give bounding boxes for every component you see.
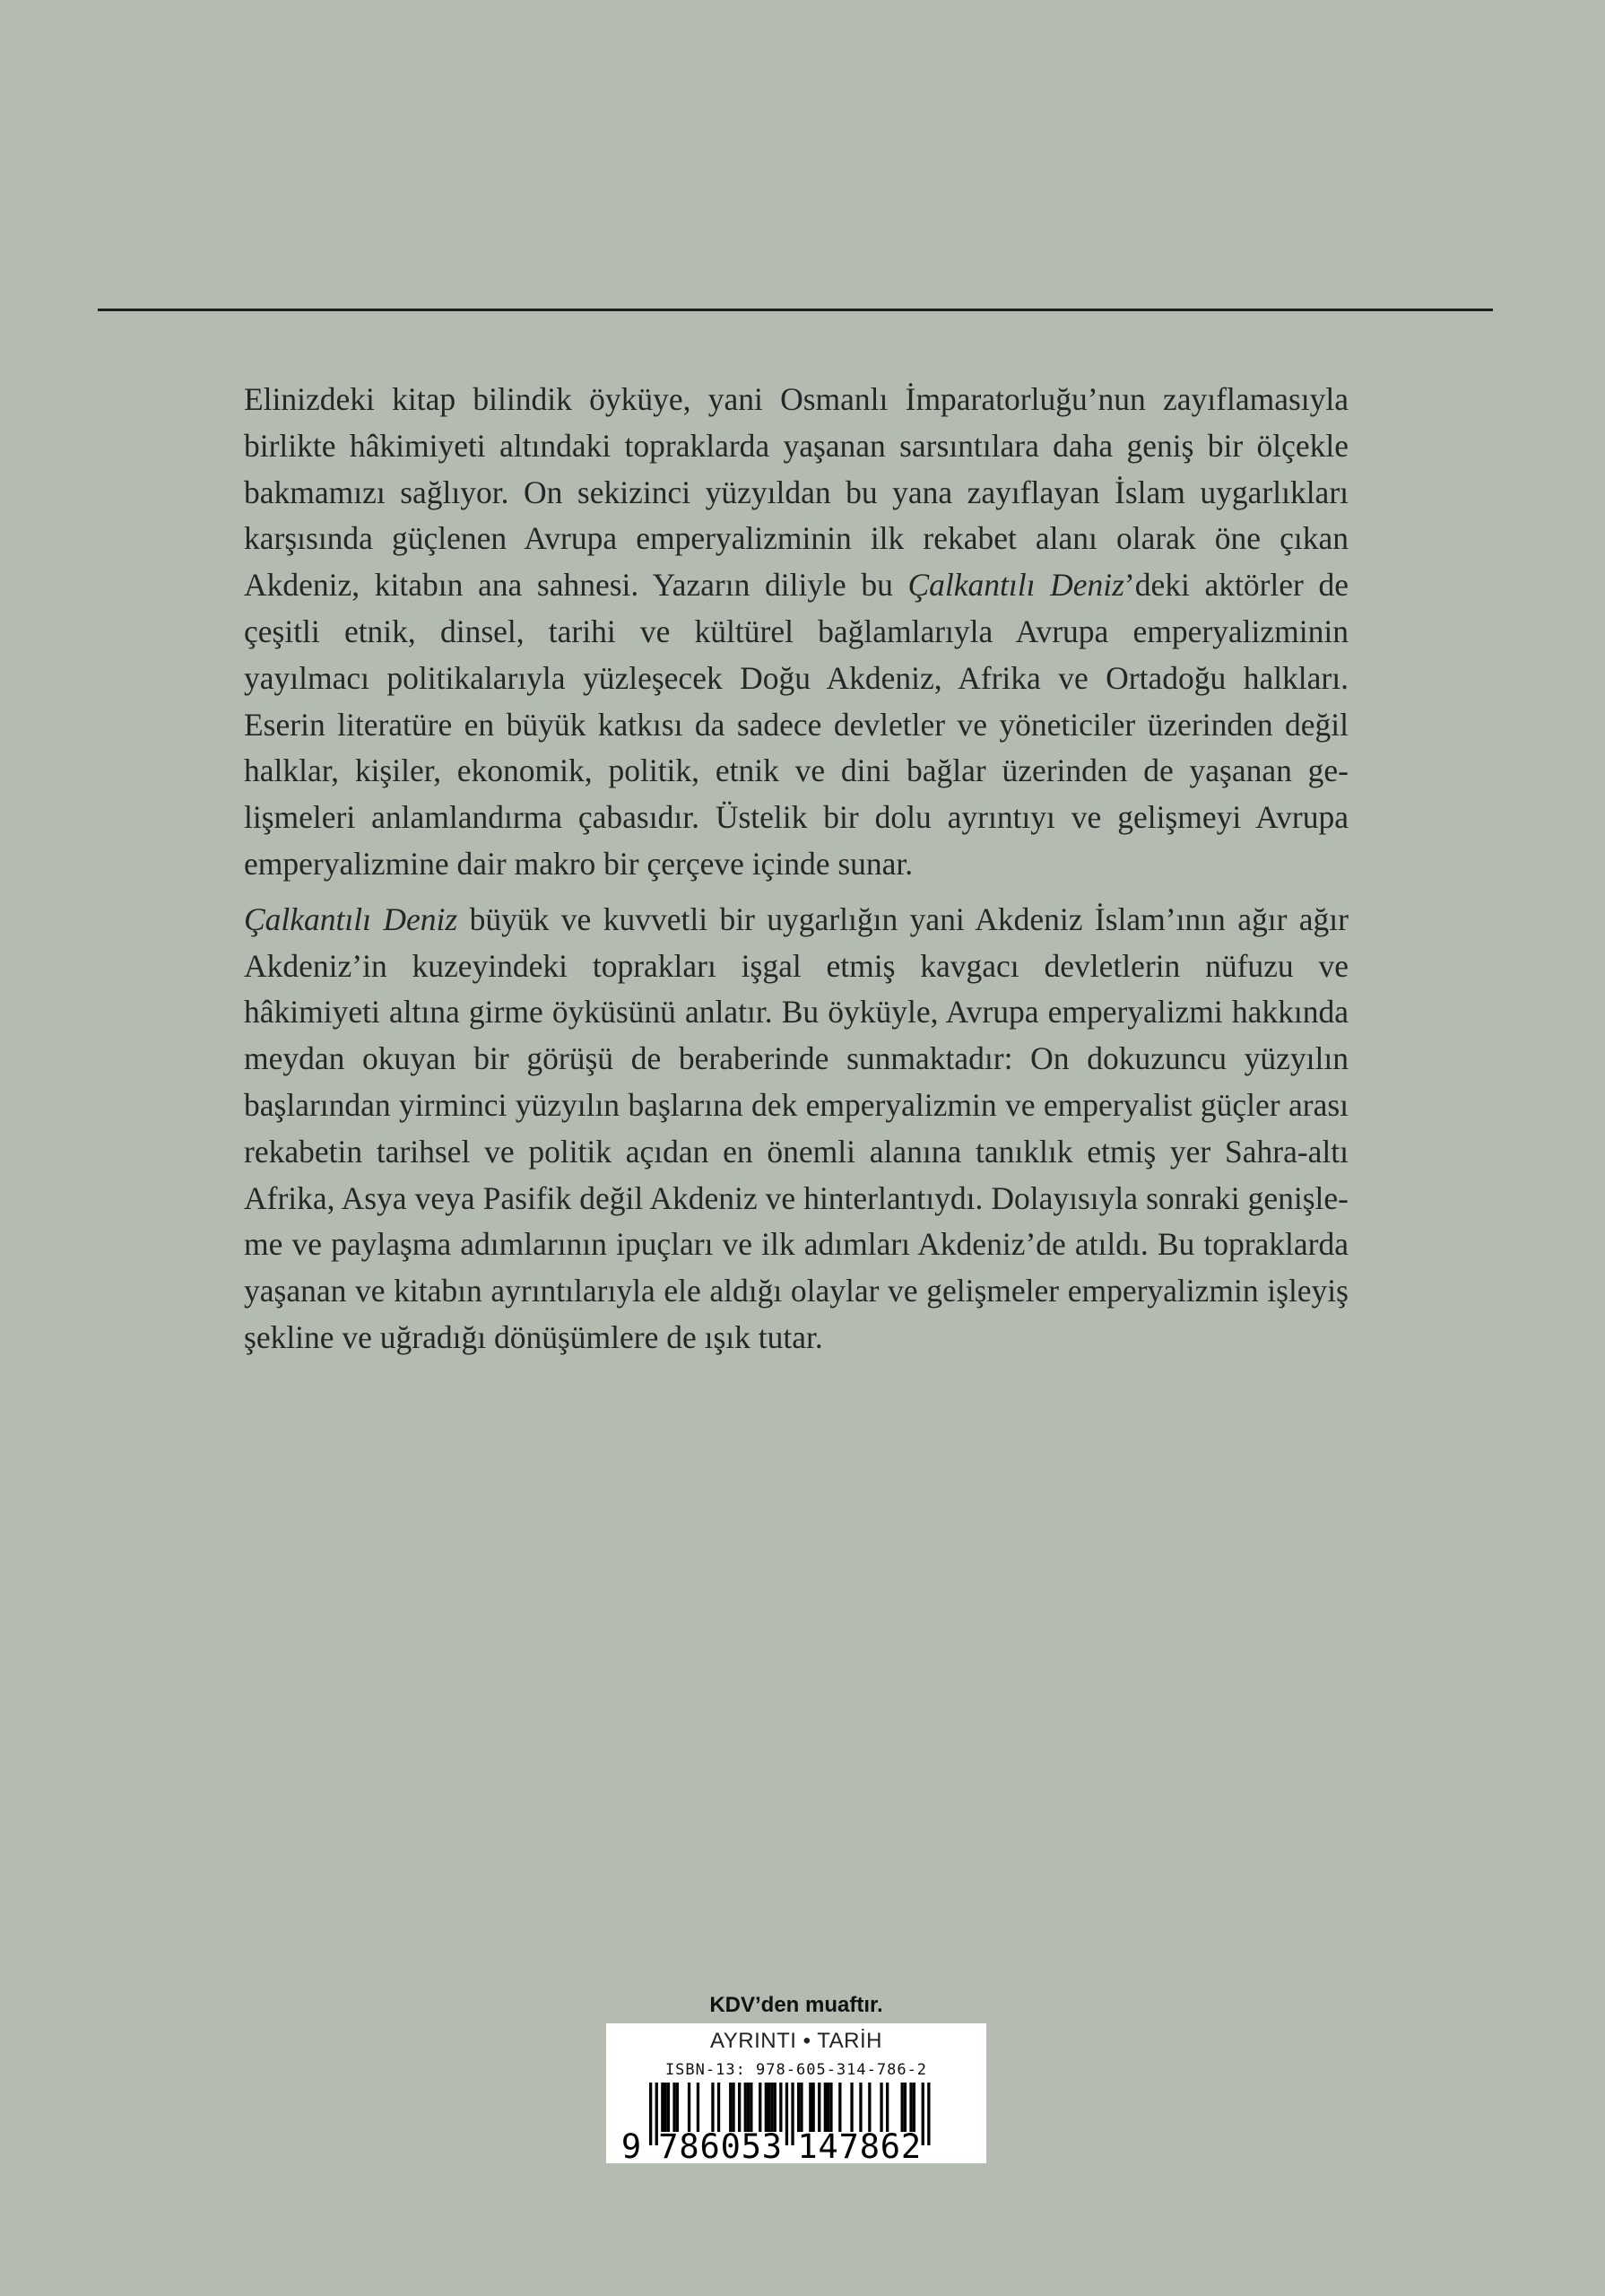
barcode-bar	[824, 2083, 827, 2132]
barcode-bar	[922, 2083, 924, 2145]
barcode-bar	[747, 2083, 750, 2132]
tax-exempt-note: KDV’den muaftır.	[709, 1993, 883, 2017]
barcode-bar	[791, 2083, 794, 2145]
barcode-bar	[812, 2083, 815, 2132]
barcode-bar	[913, 2083, 915, 2132]
barcode-bar	[904, 2083, 907, 2132]
isbn-label: ISBN-13: 978-605-314-786-2	[664, 2061, 928, 2079]
barcode-bar	[759, 2083, 761, 2132]
barcode-digit: 1	[797, 2127, 818, 2163]
barcode-bar	[667, 2083, 670, 2132]
book-title-italic: Çalkantılı Deniz	[244, 900, 458, 937]
barcode-bar	[829, 2083, 832, 2132]
barcode-bar	[909, 2083, 912, 2132]
barcode-bar	[850, 2083, 853, 2132]
top-divider-rule	[98, 309, 1493, 311]
barcode-bar	[676, 2083, 679, 2132]
barcode-digit: 2	[900, 2127, 922, 2163]
barcode-bar	[927, 2083, 930, 2145]
barcode-bar	[901, 2083, 904, 2132]
blurb-text-segment: ’deki aktörler de çeşitli etnik, dinsel, tarihi ve kültürel bağlamlarıyla Avrupa emperyalizminin yayılmacı politikalarıyla yüzleşecek Doğu Akdeniz, Afrika ve Ortadoğu halkları. Eserin literatüre en büyük katkısı da sadece devletler ve yöneticiler üzerinden değil halklar, kişiler, ekonomik, politik, etnik ve dini bağlar üzerinden de yaşanan gelişmeleri anlamlandırma çabasıdır. Üstelik bir dolu ayrıntıyı ve gelişmeyi Avrupa emperyalizmine dair makro bir çerçeve içinde sunar.	[244, 567, 1349, 882]
barcode-digit: 8	[859, 2127, 880, 2163]
barcode-bar	[886, 2083, 889, 2132]
barcode-digit: 4	[818, 2127, 838, 2163]
barcode-bar	[765, 2083, 768, 2132]
barcode-bar	[729, 2083, 732, 2132]
barcode-bar	[785, 2083, 788, 2145]
barcode-bar	[768, 2083, 770, 2132]
barcode-bar	[732, 2083, 734, 2132]
book-title-italic: Çalkantılı Deniz	[907, 567, 1124, 604]
barcode-bar	[838, 2083, 841, 2132]
barcode-bar	[711, 2083, 714, 2132]
barcode-digit: 6	[880, 2127, 901, 2163]
barcode-bar	[717, 2083, 720, 2132]
barcode-bar	[649, 2083, 652, 2145]
barcode-bar	[672, 2083, 675, 2132]
barcode-bar	[664, 2083, 667, 2132]
barcode-bar	[774, 2083, 776, 2132]
barcode-bar	[800, 2083, 802, 2132]
barcode-panel	[606, 2023, 986, 2163]
blurb-paragraph-1	[244, 377, 1349, 888]
barcode-bar	[738, 2083, 741, 2132]
back-cover-blurb	[244, 377, 1349, 1370]
barcode-bar	[779, 2083, 782, 2132]
blurb-text-segment: büyük ve kuvvetli bir uygarlığın yani Akdeniz İslam’ının ağır ağır Akdeniz’in kuzeyindeki toprakları işgal etmiş kavgacı devletlerin nüfuzu ve hâkimiyeti altına girme öyküsünü anlatır. Bu öyküyle, Avrupa emperyalizmi hakkında meydan okuyan bir görüşü de beraberinde sunmaktadır: On dokuzuncu yüzyılın başlarından yirminci yüzyılın başlarına dek emperyalizmin ve emperyalist güçler arası rekabetin tarihsel ve politik açıdan en önemli alanına tanıklık etmiş yer Sahra-altı Afrika, Asya veya Pasifik değil Akdeniz ve hinterlantıydı. Dolayısıyla sonraki genişleme ve paylaşma adımlarının ipuçları ve ilk adımları Akdeniz’de atıldı. Bu topraklarda yaşanan ve kitabın ayrıntılarıyla ele aldığı olaylar ve gelişmeler emperyalizmin işleyiş şekline ve uğradığı dönüşümlere de ışık tutar.	[244, 900, 1349, 1355]
barcode-digit: 3	[761, 2127, 783, 2163]
barcode-digit: 6	[699, 2127, 720, 2163]
barcode-digit: 9	[620, 2127, 642, 2163]
barcode-bar	[809, 2083, 811, 2132]
barcode-bar	[697, 2083, 699, 2132]
barcode-digit: 7	[658, 2127, 679, 2163]
barcode-bar	[744, 2083, 747, 2132]
barcode-bar	[880, 2083, 882, 2132]
barcode-digit: 0	[720, 2127, 741, 2163]
isbn-barcode	[606, 2023, 986, 2163]
barcode-bar	[868, 2083, 871, 2132]
publisher-series-label: AYRINTI • TARİH	[710, 2029, 882, 2053]
barcode-bar	[770, 2083, 773, 2132]
barcode-bar	[859, 2083, 862, 2132]
barcode-digit: 8	[679, 2127, 699, 2163]
barcode-bar	[661, 2083, 664, 2132]
barcode-digit: 5	[741, 2127, 761, 2163]
barcode-bar	[797, 2083, 800, 2132]
barcode-bar	[688, 2083, 690, 2132]
barcode-bar	[750, 2083, 752, 2132]
barcode-bar	[818, 2083, 820, 2132]
blurb-text-segment: Elinizdeki kitap bilindik öyküye, yani Osmanlı İmparatorluğu’nun zayıflamasıyla birlikte hâkimiyeti altındaki topraklarda yaşanan sarsıntılara daha geniş bir ölçekle bakmamızı sağlıyor. On sekizinci yüzyıldan bu yana zayıflayan İslam uygarlıkları karşısında güçlenen Avrupa emperyalizminin ilk rekabet alanı olarak öne çıkan Akdeniz, kitabın ana sahnesi. Yazarın diliyle bu	[244, 381, 1349, 604]
blurb-paragraph-2	[244, 897, 1349, 1361]
barcode-digit: 7	[838, 2127, 859, 2163]
barcode-bar	[827, 2083, 829, 2132]
